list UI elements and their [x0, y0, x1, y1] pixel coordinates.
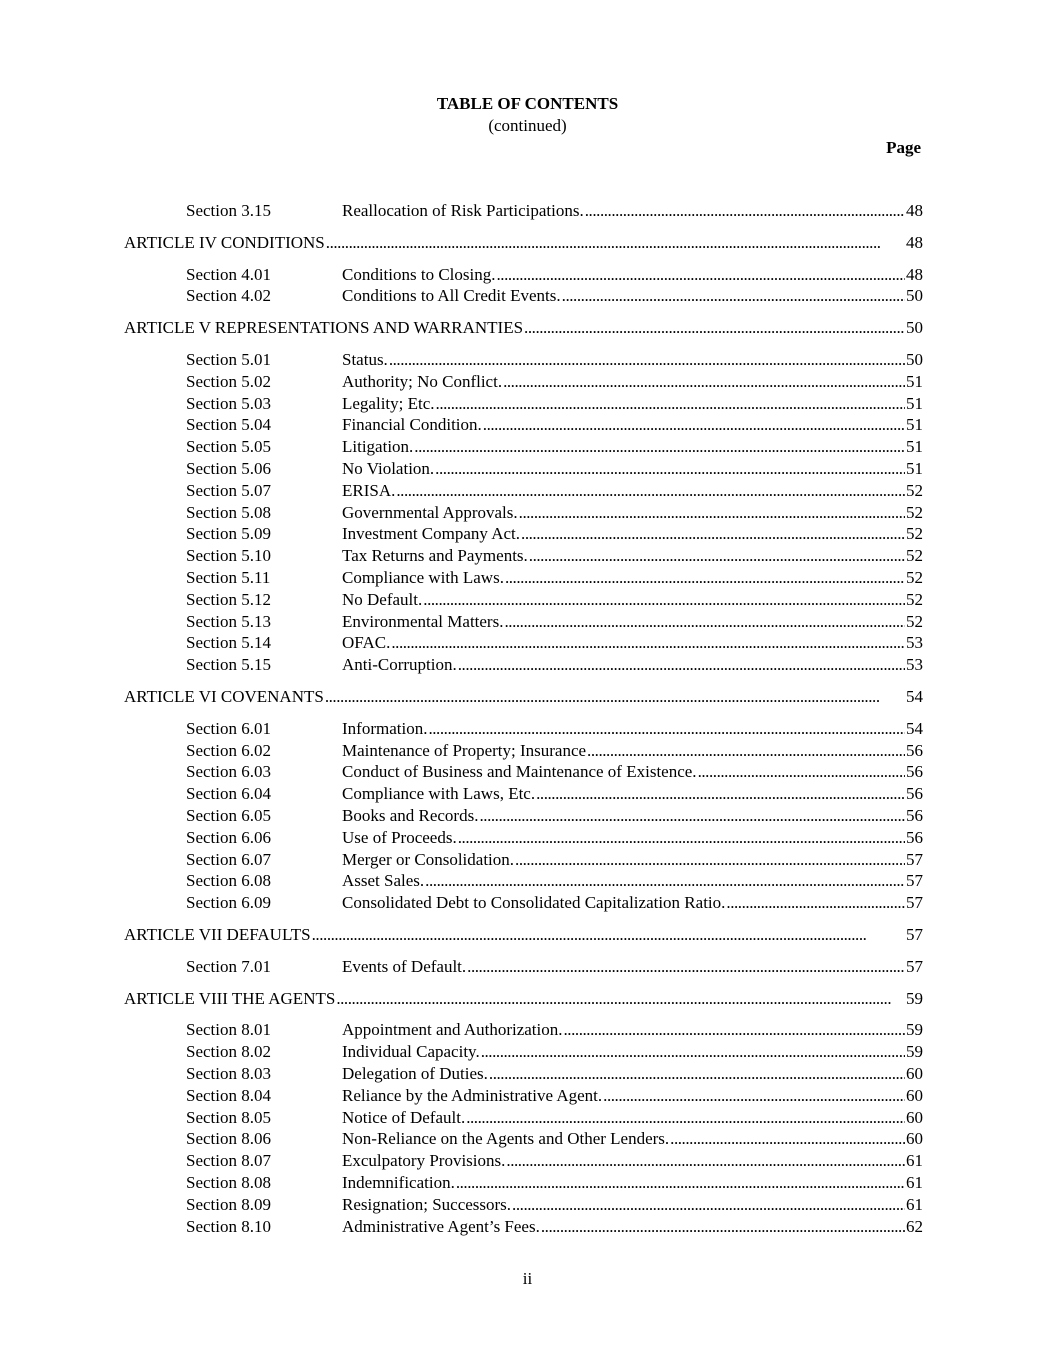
dot-leader: [541, 1216, 905, 1238]
toc-section-row: [186, 480, 923, 502]
page-number: 53: [906, 655, 923, 674]
dot-leader: [436, 393, 905, 415]
section-number: Section 5.11: [186, 568, 271, 587]
section-title: Consolidated Debt to Consolidated Capitalization Ratio.: [342, 893, 726, 912]
toc-section-row: [186, 632, 923, 654]
toc-section-row: [186, 393, 923, 415]
section-number: Section 8.09: [186, 1195, 271, 1214]
section-number: Section 8.01: [186, 1020, 271, 1039]
section-number: Section 5.07: [186, 481, 271, 500]
page-number: 61: [906, 1195, 923, 1214]
dot-leader: [587, 740, 905, 762]
section-title: Exculpatory Provisions.: [342, 1151, 506, 1170]
section-number: Section 6.06: [186, 828, 271, 847]
section-number: Section 6.05: [186, 806, 271, 825]
toc-section-row: [186, 1063, 923, 1085]
section-number: Section 5.14: [186, 633, 271, 652]
section-title: Investment Company Act.: [342, 524, 521, 543]
dot-leader: [521, 523, 905, 545]
section-number: Section 6.03: [186, 762, 271, 781]
page-number: 60: [906, 1086, 923, 1105]
page-number: 59: [906, 989, 923, 1008]
dot-leader: [505, 567, 905, 589]
page-number: 48: [906, 233, 923, 252]
section-number: Section 5.08: [186, 503, 271, 522]
section-title: Reallocation of Risk Participations.: [342, 201, 584, 220]
section-number: Section 5.03: [186, 394, 271, 413]
section-title: Legality; Etc.: [342, 394, 435, 413]
section-number: Section 8.08: [186, 1173, 271, 1192]
dot-leader: [512, 1194, 905, 1216]
toc-section-row: [186, 458, 923, 480]
toc-section-row: [186, 285, 923, 307]
section-number: Section 8.07: [186, 1151, 271, 1170]
section-title: Indemnification.: [342, 1173, 455, 1192]
dot-leader: [312, 924, 905, 946]
dot-leader: [389, 349, 905, 371]
page-number: 51: [906, 394, 923, 413]
page-number: 52: [906, 524, 923, 543]
toc-section-row: [186, 589, 923, 611]
section-number: Section 5.04: [186, 415, 271, 434]
section-number: Section 6.02: [186, 741, 271, 760]
dot-leader: [503, 371, 905, 393]
section-number: Section 8.10: [186, 1217, 271, 1236]
page-number: 52: [906, 503, 923, 522]
dot-leader: [391, 632, 905, 654]
section-title: Tax Returns and Payments.: [342, 546, 528, 565]
section-title: Conditions to All Credit Events.: [342, 286, 561, 305]
toc-section-row: [186, 718, 923, 740]
page-number: 51: [906, 459, 923, 478]
page-number: 50: [906, 350, 923, 369]
page-number: 51: [906, 415, 923, 434]
toc-subtitle: (continued): [488, 116, 567, 135]
page-number: 56: [906, 741, 923, 760]
section-title: Governmental Approvals.: [342, 503, 518, 522]
dot-leader: [456, 1172, 905, 1194]
section-number: Section 7.01: [186, 957, 271, 976]
section-number: Section 5.06: [186, 459, 271, 478]
page-number: 57: [906, 850, 923, 869]
page-number: 57: [906, 925, 923, 944]
section-title: Resignation; Successors.: [342, 1195, 512, 1214]
section-title: Maintenance of Property; Insurance: [342, 741, 587, 760]
section-title: Authority; No Conflict.: [342, 372, 503, 391]
page-number: 56: [906, 806, 923, 825]
section-title: Administrative Agent’s Fees.: [342, 1217, 540, 1236]
toc-section-row: [186, 1194, 923, 1216]
dot-leader: [428, 718, 905, 740]
section-title: No Violation.: [342, 459, 435, 478]
toc-article-row: [124, 232, 923, 254]
dot-leader: [423, 589, 905, 611]
dot-leader: [326, 232, 905, 254]
toc-section-row: [186, 1019, 923, 1041]
section-number: Section 4.02: [186, 286, 271, 305]
article-title: ARTICLE IV CONDITIONS: [124, 233, 325, 252]
page-number: 59: [906, 1020, 923, 1039]
section-title: Information.: [342, 719, 428, 738]
section-title: Conduct of Business and Maintenance of Existence.: [342, 762, 697, 781]
dot-leader: [479, 805, 905, 827]
page-number: 51: [906, 437, 923, 456]
toc-section-row: [186, 436, 923, 458]
page-number: 51: [906, 372, 923, 391]
page-number: 52: [906, 481, 923, 500]
toc-section-row: [186, 1150, 923, 1172]
section-number: Section 6.08: [186, 871, 271, 890]
section-title: Appointment and Authorization.: [342, 1020, 563, 1039]
dot-leader: [536, 783, 905, 805]
page-number: 52: [906, 590, 923, 609]
page-column-label: Page: [886, 138, 921, 157]
section-number: Section 8.05: [186, 1108, 271, 1127]
toc-section-row: [186, 1128, 923, 1150]
section-number: Section 5.05: [186, 437, 271, 456]
section-number: Section 5.12: [186, 590, 271, 609]
toc-section-row: [186, 502, 923, 524]
section-number: Section 4.01: [186, 265, 271, 284]
toc-section-row: [186, 1041, 923, 1063]
dot-leader: [529, 545, 905, 567]
section-title: Books and Records.: [342, 806, 479, 825]
page-number: 52: [906, 546, 923, 565]
dot-leader: [562, 285, 905, 307]
toc-section-row: [186, 1216, 923, 1238]
section-number: Section 6.07: [186, 850, 271, 869]
toc-section-row: [186, 264, 923, 286]
section-number: Section 5.09: [186, 524, 271, 543]
dot-leader: [506, 1150, 905, 1172]
section-number: Section 6.04: [186, 784, 271, 803]
section-title: Conditions to Closing.: [342, 265, 496, 284]
dot-leader: [481, 1041, 905, 1063]
section-title: Compliance with Laws.: [342, 568, 504, 587]
dot-leader: [519, 502, 905, 524]
toc-section-row: [186, 200, 923, 222]
section-title: Status.: [342, 350, 388, 369]
page-number: 50: [906, 318, 923, 337]
section-title: ERISA.: [342, 481, 396, 500]
article-title: ARTICLE V REPRESENTATIONS AND WARRANTIES: [124, 318, 524, 337]
section-number: Section 6.01: [186, 719, 271, 738]
article-title: ARTICLE VII DEFAULTS: [124, 925, 311, 944]
dot-leader: [483, 414, 905, 436]
section-number: Section 3.15: [186, 201, 271, 220]
page-number: 53: [906, 633, 923, 652]
page-number: 52: [906, 568, 923, 587]
page-number: 60: [906, 1108, 923, 1127]
page-number: 57: [906, 893, 923, 912]
dot-leader: [435, 458, 905, 480]
section-title: Asset Sales.: [342, 871, 425, 890]
page-number-footer: ii: [522, 1269, 533, 1288]
toc-section-row: [186, 654, 923, 676]
dot-leader: [489, 1063, 905, 1085]
toc-section-row: [186, 827, 923, 849]
toc-section-row: [186, 783, 923, 805]
page-number: 54: [906, 687, 923, 706]
page-number: 54: [906, 719, 923, 738]
section-title: Compliance with Laws, Etc.: [342, 784, 536, 803]
toc-section-row: [186, 870, 923, 892]
toc-section-row: [186, 611, 923, 633]
dot-leader: [414, 436, 905, 458]
dot-leader: [425, 870, 905, 892]
page-number: 57: [906, 871, 923, 890]
section-title: No Default.: [342, 590, 423, 609]
dot-leader: [504, 611, 905, 633]
dot-leader: [497, 264, 906, 286]
page-number: 57: [906, 957, 923, 976]
page-number: 60: [906, 1064, 923, 1083]
section-title: Merger or Consolidation.: [342, 850, 515, 869]
toc-section-row: [186, 1107, 923, 1129]
toc-section-row: [186, 414, 923, 436]
section-number: Section 8.03: [186, 1064, 271, 1083]
section-title: Anti-Corruption.: [342, 655, 457, 674]
toc-section-row: [186, 349, 923, 371]
dot-leader: [585, 200, 905, 222]
page-number: 60: [906, 1129, 923, 1148]
section-title: Events of Default.: [342, 957, 467, 976]
toc-section-row: [186, 1172, 923, 1194]
section-title: Environmental Matters.: [342, 612, 504, 631]
page-number: 59: [906, 1042, 923, 1061]
dot-leader: [726, 892, 905, 914]
dot-leader: [336, 988, 905, 1010]
section-number: Section 8.06: [186, 1129, 271, 1148]
toc-section-row: [186, 1085, 923, 1107]
section-number: Section 6.09: [186, 893, 271, 912]
section-title: Notice of Default.: [342, 1108, 466, 1127]
page-number: 48: [906, 265, 923, 284]
toc-section-row: [186, 849, 923, 871]
dot-leader: [670, 1128, 905, 1150]
section-number: Section 5.10: [186, 546, 271, 565]
dot-leader: [524, 317, 905, 339]
toc-section-row: [186, 892, 923, 914]
toc-section-row: [186, 523, 923, 545]
toc-section-row: [186, 545, 923, 567]
toc-article-row: [124, 924, 923, 946]
dot-leader: [325, 686, 905, 708]
dot-leader: [458, 827, 905, 849]
section-title: Financial Condition.: [342, 415, 482, 434]
page-number: 56: [906, 784, 923, 803]
article-title: ARTICLE VI COVENANTS: [124, 687, 324, 706]
section-title: Reliance by the Administrative Agent.: [342, 1086, 603, 1105]
toc-section-row: [186, 956, 923, 978]
section-number: Section 5.13: [186, 612, 271, 631]
section-title: Use of Proceeds.: [342, 828, 457, 847]
dot-leader: [698, 761, 905, 783]
section-title: Individual Capacity.: [342, 1042, 480, 1061]
toc-article-row: [124, 988, 923, 1010]
dot-leader: [467, 956, 905, 978]
toc-section-row: [186, 567, 923, 589]
toc-section-row: [186, 371, 923, 393]
toc-section-row: [186, 805, 923, 827]
dot-leader: [564, 1019, 906, 1041]
section-title: Non-Reliance on the Agents and Other Lenders.: [342, 1129, 670, 1148]
toc-article-row: [124, 317, 923, 339]
toc-article-row: [124, 686, 923, 708]
dot-leader: [466, 1107, 905, 1129]
page-number: 61: [906, 1173, 923, 1192]
section-number: Section 5.01: [186, 350, 271, 369]
section-title: OFAC.: [342, 633, 391, 652]
section-number: Section 8.04: [186, 1086, 271, 1105]
article-title: ARTICLE VIII THE AGENTS: [124, 989, 336, 1008]
section-number: Section 8.02: [186, 1042, 271, 1061]
section-title: Litigation.: [342, 437, 414, 456]
toc-section-row: [186, 761, 923, 783]
page-number: 56: [906, 762, 923, 781]
page-number: 52: [906, 612, 923, 631]
dot-leader: [396, 480, 905, 502]
dot-leader: [603, 1085, 905, 1107]
page-number: 62: [906, 1217, 923, 1236]
page-number: 48: [906, 201, 923, 220]
toc-section-row: [186, 740, 923, 762]
section-title: Delegation of Duties.: [342, 1064, 488, 1083]
toc-title: TABLE OF CONTENTS: [436, 94, 619, 113]
dot-leader: [515, 849, 905, 871]
dot-leader: [458, 654, 905, 676]
page-number: 61: [906, 1151, 923, 1170]
section-number: Section 5.15: [186, 655, 271, 674]
page-number: 50: [906, 286, 923, 305]
page-number: 56: [906, 828, 923, 847]
section-number: Section 5.02: [186, 372, 271, 391]
